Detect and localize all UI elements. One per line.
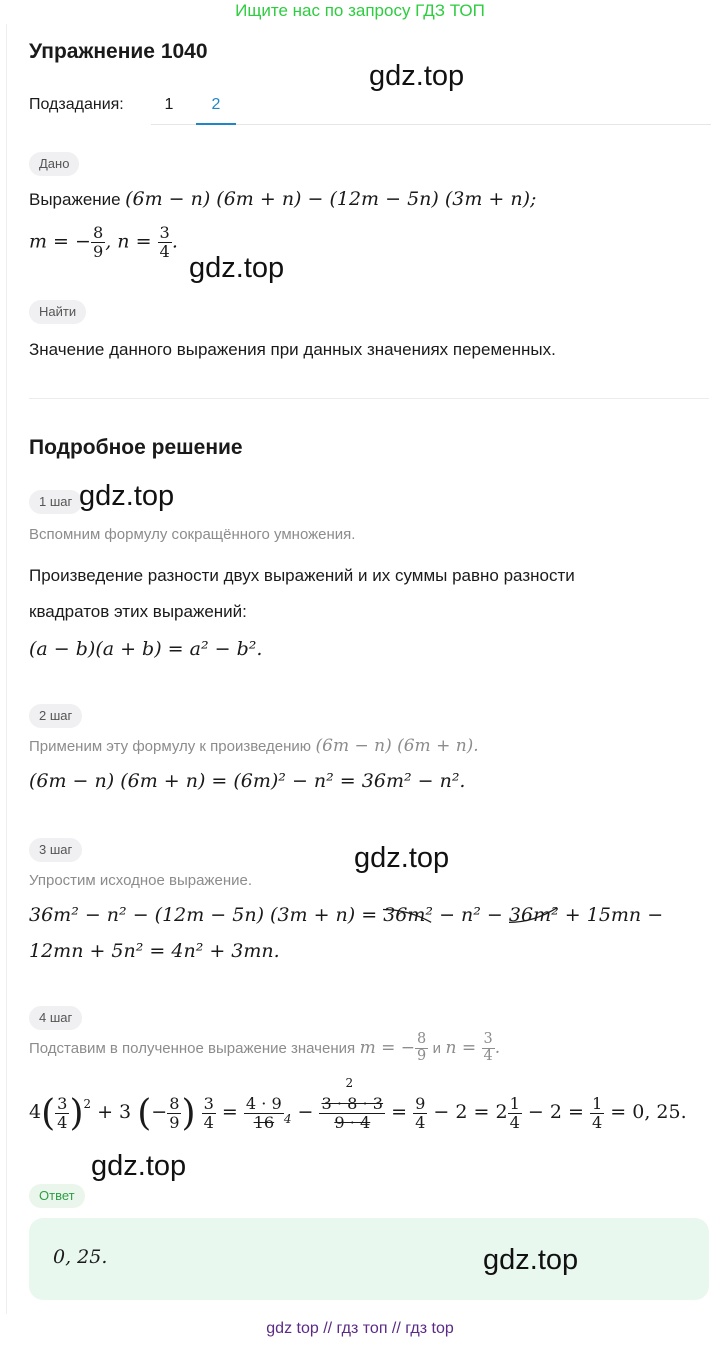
tab-subtask-2[interactable]: 2 [211,96,221,113]
find-text: Значение данного выражения при данных значениях переменных. [29,340,556,359]
step-2-formula: (6m − n) (6m + n) = (6m)² − n² = 36m² − n². [29,770,466,792]
cancelled-term: 36m² [383,904,434,926]
step-1-badge: 1 шаг [29,490,82,514]
watermark: gdz.top [189,252,285,284]
subtasks-label: Подзадания: [29,96,124,113]
n-fraction: $\frac{3}{4}$ [159,223,170,261]
tab-subtask-1[interactable]: 1 [164,96,174,113]
step-2-hint: Применим эту формулу к произведению [29,738,312,755]
n-value-label: , n = [105,230,152,253]
active-tab-indicator [196,123,236,125]
divider [29,398,709,399]
m-value-label: m = − [29,230,91,253]
watermark: gdz.top [354,842,450,874]
given-prefix: Выражение [29,190,121,209]
watermark: gdz.top [369,60,465,92]
given-values: m = − $\frac{8}{9}$ , n = $\frac{3}{4}$ . [29,223,178,261]
step-1-text: Произведение разности двух выражений и их суммы равно разности квадратов этих выражений: [29,566,575,621]
step-4-hint-line: Подставим в полученное выражение значения m = − $\frac{8}{9}$ и n = $\frac{3}{4}$ . [29,1031,501,1064]
step-3-hint: Упростим исходное выражение. [29,872,252,889]
step-1-hint: Вспомним формулу сокращённого умножения. [29,526,356,543]
given-badge: Дано [29,152,79,176]
cancelled-term: 36m² [508,904,559,926]
m-fraction: $\frac{8}{9}$ [92,223,104,261]
given-expression-line [29,188,536,212]
step-2-hint-line [29,736,479,756]
search-banner: Ищите нас по запросу ГДЗ ТОП [235,1,485,20]
exercise-title: Упражнение 1040 [29,40,208,63]
exercise-card [6,24,720,1314]
answer-value: 0, 25. [53,1246,108,1268]
answer-badge: Ответ [29,1184,85,1208]
step-4-hint: Подставим в полученное выражение значения [29,1039,356,1057]
solution-title: Подробное решение [29,436,243,459]
step-2-badge: 2 шаг [29,704,82,728]
watermark: gdz.top [79,480,175,512]
watermark: gdz.top [483,1244,579,1276]
footer-links[interactable]: gdz top // гдз топ // гдз top [266,1320,454,1337]
step-4-badge: 4 шаг [29,1006,82,1030]
given-expression: (6m − n) (6m + n) − (12m − 5n) (3m + n); [125,188,537,210]
step-1-formula: (a − b)(a + b) = a² − b². [29,638,263,660]
step-3-badge: 3 шаг [29,838,82,862]
step-2-hint-math: (6m − n) (6m + n). [315,736,479,756]
answer-box [29,1218,709,1300]
step-3-line-1: 36m² − n² − (12m − 5n) (3m + n) = 36m² − n² − 36m² + 15mn − [29,904,664,926]
watermark: gdz.top [91,1150,187,1182]
step-4-calculation: 4( $\frac{3}{4}$ )$^2$ + 3 (− $\frac{8}{9}$ ) $\frac{3}{4}$ = $\frac{4 \cdot 9}{16}$ $_4$ − 2 3 · 8 · 3 9 · 4 = $\frac{9}{4}$ − 2 = 2 $\frac{1}{4}$ − 2 = $\frac{1}{4}$ = 0, 25. [29,1075,687,1134]
find-badge: Найти [29,300,86,324]
step-3-line-2: 12mn + 5n² = 4n² + 3mn. [29,940,280,962]
